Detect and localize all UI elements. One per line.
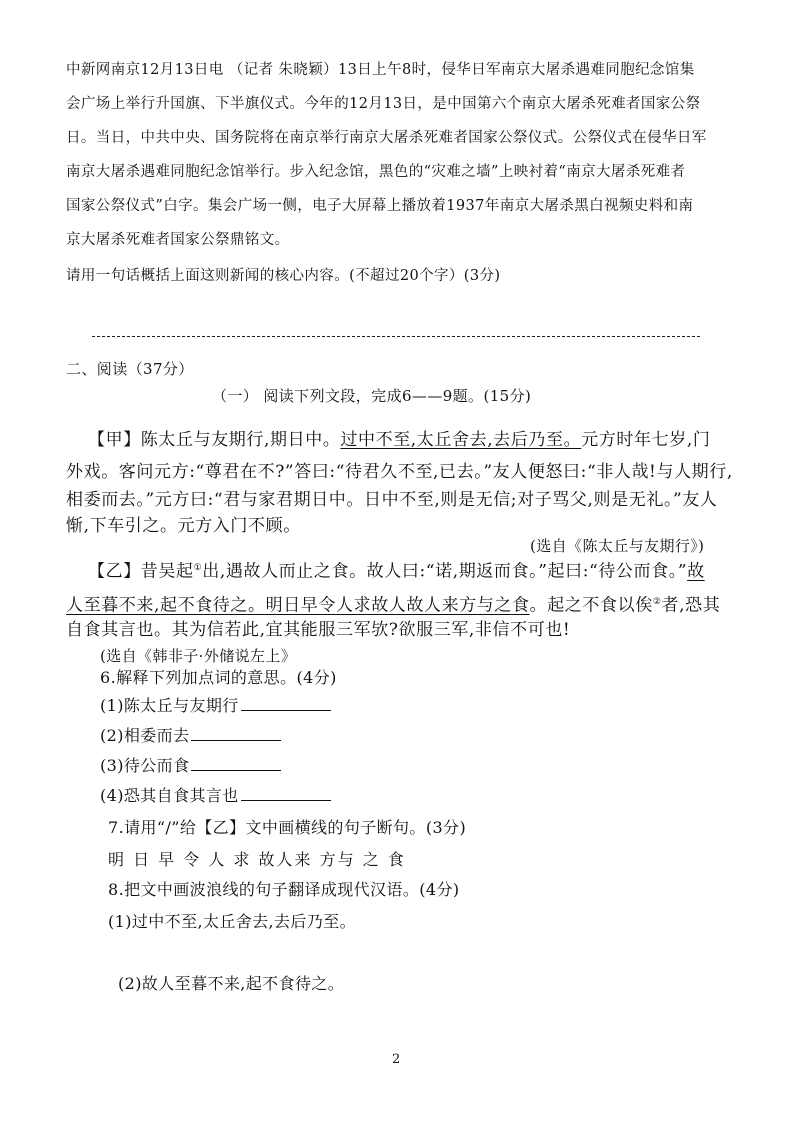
section-subtitle: （一） 阅读下列文段，完成6——9题。(15分): [212, 387, 532, 405]
news-line-3: 日。当日，中共中央、国务院将在南京举行南京大屠杀死难者国家公祭仪式。公祭仪式在侵华日军: [66, 130, 707, 146]
news-line-1: 中新网南京12月13日电 （记者 朱晓颖）13日上午8时，侵华日军南京大屠杀遇难同胞纪念馆集: [66, 62, 695, 78]
q6-item-4-text: (4)恐其自食其言也: [100, 786, 239, 805]
jia-wavy-sentence: 过中不至,太丘舍去,去后乃至。: [340, 430, 582, 450]
yi-lead: 【乙】昔吴起: [88, 561, 194, 582]
jia-line-3: 相委而去。”元方曰:“君与家君期日中。日中不至,则是无信;对子骂父,则是无礼。”友人: [66, 490, 718, 510]
news-question: 请用一句话概括上面这则新闻的核心内容。(不超过20个字）(3分): [66, 268, 501, 284]
yi-underlined-sentence: 明日早令人求故人故人来方与之食: [265, 595, 530, 616]
jia-tail: 元方时年七岁,门: [581, 430, 711, 450]
q6-item-2-blank[interactable]: [191, 726, 281, 741]
yi-line1-mid: 出,遇故人而止之食。故人曰:“诺,期返而食。”起曰:“待公而食。”: [202, 561, 688, 582]
yi-note-1: ①: [193, 563, 203, 573]
q6-item-1: [100, 696, 331, 716]
news-line-4: 南京大屠杀遇难同胞纪念馆举行。步入纪念馆，黑色的“灾难之墙”上映衬着“南京大屠杀死难者: [66, 164, 686, 180]
news-line-6: 京大屠杀死难者国家公祭鼎铭文。: [66, 232, 290, 248]
yi-line-3: 自食其言也。其为信若此,宜其能服三军欤?欲服三军,非信不可也!: [66, 620, 571, 640]
q6-item-3-text: (3)待公而食: [100, 756, 190, 775]
section-title: 二、阅读（37分）: [66, 360, 194, 378]
q6-item-2-text: (2)相委而去: [100, 726, 190, 745]
q7-sentence[interactable]: 明 日 早 令 人 求 故人来 方与 之 食: [108, 850, 406, 869]
jia-line-1: [88, 430, 710, 450]
jia-line-2: 外戏。客问元方:“尊君在不?”答曰:“待君久不至,已去。”友人便怒曰:“非人哉!与人期行,: [66, 462, 733, 482]
yi-line-2: [66, 592, 720, 616]
q6-item-3-blank[interactable]: [191, 756, 281, 771]
yi-wavy-start: 故: [687, 561, 705, 582]
q6-item-4: [100, 786, 331, 806]
news-line-2: 会广场上举行升国旗、下半旗仪式。今年的12月13日，是中国第六个南京大屠杀死难者国家公祭: [66, 96, 701, 112]
yi-line-1: [88, 558, 705, 582]
q8-title: 8.把文中画波浪线的句子翻译成现代汉语。(4分): [108, 880, 460, 899]
yi-wavy-sentence: 人至暮不来,起不食待之。: [66, 595, 266, 616]
answer-dashed-line: [92, 336, 700, 337]
yi-line2-tail: 。起之不食以俟: [529, 595, 653, 616]
jia-lead: 【甲】陈太丘与友期行,期日中。: [88, 430, 341, 450]
jia-source: (选自《陈太丘与友期行》): [530, 537, 705, 555]
news-line-5: 国家公祭仪式”白字。集会广场一侧，电子大屏幕上播放着1937年南京大屠杀黑白视频史料和南: [66, 198, 694, 214]
jia-line-4: 惭,下车引之。元方入门不顾。: [66, 516, 301, 536]
q6-item-1-text: (1)陈太丘与友期行: [100, 696, 239, 715]
q8-item-1: (1)过中不至,太丘舍去,去后乃至。: [108, 912, 357, 931]
q6-item-4-blank[interactable]: [241, 786, 331, 801]
q7-title: 7.请用“/”给【乙】文中画横线的句子断句。(3分): [108, 818, 467, 837]
q6-item-3: [100, 756, 281, 776]
q8-item-2: (2)故人至暮不来,起不食待之。: [118, 974, 345, 993]
yi-note-2: ②: [652, 597, 662, 607]
yi-line2-end: 者,恐其: [661, 595, 721, 616]
q6-title: 6.解释下列加点词的意思。(4分): [100, 668, 337, 687]
yi-source: (选自《韩非子·外储说左上》: [100, 647, 297, 665]
q6-item-2: [100, 726, 281, 746]
q6-item-1-blank[interactable]: [241, 696, 331, 711]
page-number: 2: [392, 1052, 401, 1067]
